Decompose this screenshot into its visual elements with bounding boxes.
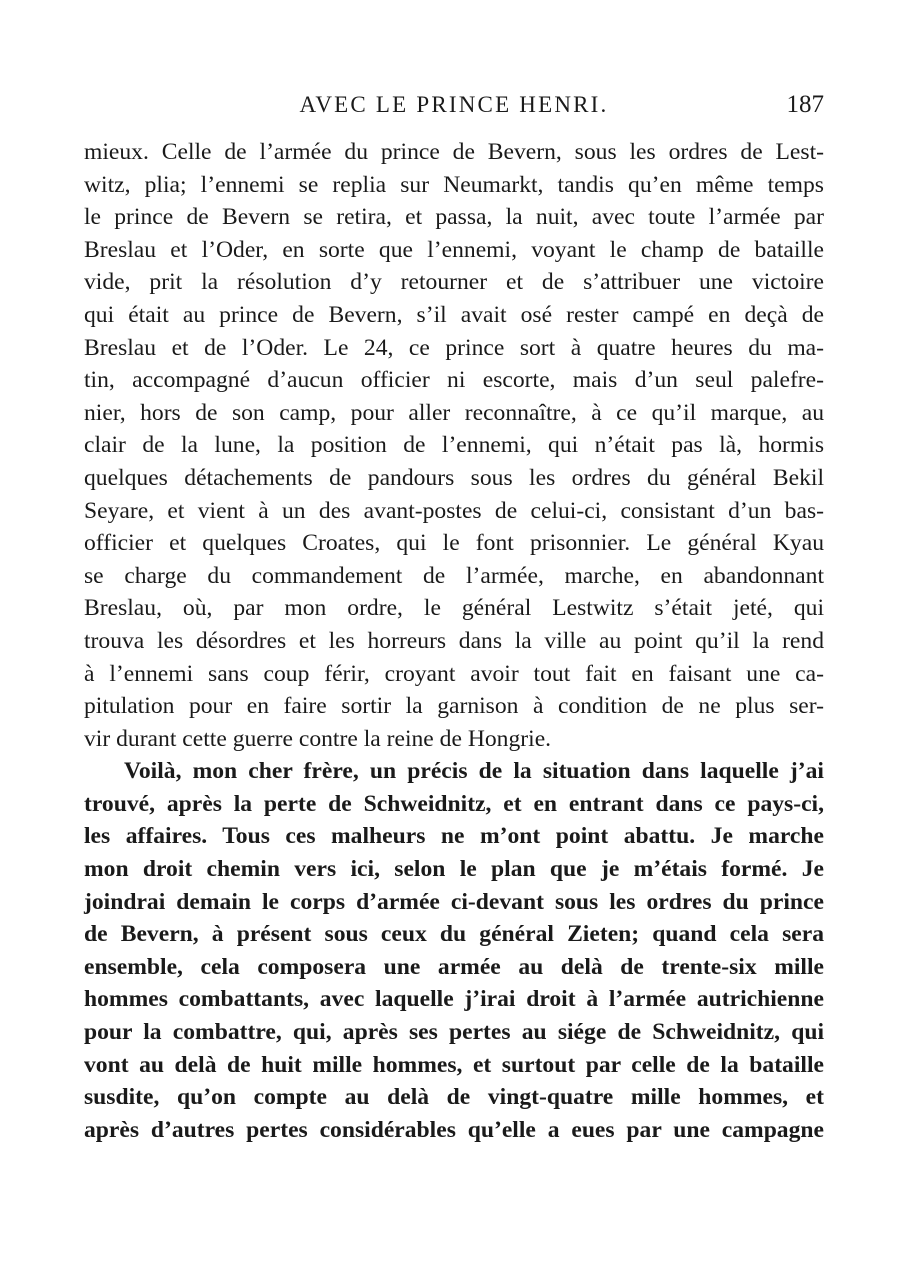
text-line: clair de la lune, la position de l’ennemi, qui n’était pas là, hormis <box>84 432 824 459</box>
text-line: nier, hors de son camp, pour aller reconnaître, à ce qu’il marque, au <box>84 399 824 426</box>
text-line: à l’ennemi sans coup férir, croyant avoir tout fait en faisant une ca- <box>84 660 824 687</box>
text-line: de Bevern, à présent sous ceux du général Zieten; quand cela sera <box>84 921 824 948</box>
text-line: Seyare, et vient à un des avant-postes de celui-ci, consistant d’un bas- <box>84 497 824 524</box>
text-line: quelques détachements de pandours sous les ordres du général Bekil <box>84 464 824 491</box>
text-line: ensemble, cela composera une armée au delà de trente-six mille <box>84 953 824 980</box>
text-line: Breslau, où, par mon ordre, le général Lestwitz s’était jeté, qui <box>84 595 824 622</box>
text-line: Breslau et l’Oder, en sorte que l’ennemi, voyant le champ de bataille <box>84 236 824 263</box>
text-line: après d’autres pertes considérables qu’elle a eues par une campagne <box>84 1116 824 1143</box>
paragraph-1 <box>84 136 824 755</box>
text-line: Breslau et de l’Oder. Le 24, ce prince sort à quatre heures du ma- <box>84 334 824 361</box>
text-line: vir durant cette guerre contre la reine de Hongrie. <box>84 725 552 752</box>
text-line: mieux. Celle de l’armée du prince de Bevern, sous les ordres de Lest- <box>84 139 824 165</box>
text-line: joindrai demain le corps d’armée ci-devant sous les ordres du prince <box>84 888 824 915</box>
text-line: pitulation pour en faire sortir la garnison à condition de ne plus ser- <box>84 693 824 720</box>
text-line: susdite, qu’on compte au delà de vingt-quatre mille hommes, et <box>84 1084 824 1111</box>
text-line: witz, plia; l’ennemi se replia sur Neumarkt, tandis qu’en même temps <box>84 171 824 198</box>
text-line: pour la combattre, qui, après ses pertes au siége de Schweidnitz, qui <box>84 1019 824 1046</box>
text-line: hommes combattants, avec laquelle j’irai droit à l’armée autrichienne <box>84 986 824 1013</box>
page-number: 187 <box>786 91 824 118</box>
text-line: se charge du commandement de l’armée, marche, en abandonnant <box>84 562 824 589</box>
text-line: Voilà, mon cher frère, un précis de la situation dans laquelle j’ai <box>124 758 824 785</box>
body-text <box>84 136 824 1146</box>
text-line: officier et quelques Croates, qui le font prisonnier. Le général Kyau <box>84 530 824 557</box>
text-line: trouva les désordres et les horreurs dans la ville au point qu’il la rend <box>84 627 824 654</box>
running-title: AVEC LE PRINCE HENRI. <box>299 92 609 117</box>
text-line: trouvé, après la perte de Schweidnitz, et en entrant dans ce pays-ci, <box>84 790 824 817</box>
running-head <box>84 88 824 122</box>
text-line: les affaires. Tous ces malheurs ne m’ont point abattu. Je marche <box>84 823 824 850</box>
text-line: qui était au prince de Bevern, s’il avait osé rester campé en deçà de <box>84 301 824 328</box>
paragraph-2 <box>84 755 824 1146</box>
text-line: tin, accompagné d’aucun officier ni escorte, mais d’un seul palefre- <box>84 367 824 394</box>
text-line: mon droit chemin vers ici, selon le plan que je m’étais formé. Je <box>84 856 824 883</box>
text-line: vide, prit la résolution d’y retourner et de s’attribuer une victoire <box>84 269 824 296</box>
text-line: vont au delà de huit mille hommes, et surtout par celle de la bataille <box>84 1051 824 1078</box>
text-line: le prince de Bevern se retira, et passa, la nuit, avec toute l’armée par <box>84 204 824 231</box>
